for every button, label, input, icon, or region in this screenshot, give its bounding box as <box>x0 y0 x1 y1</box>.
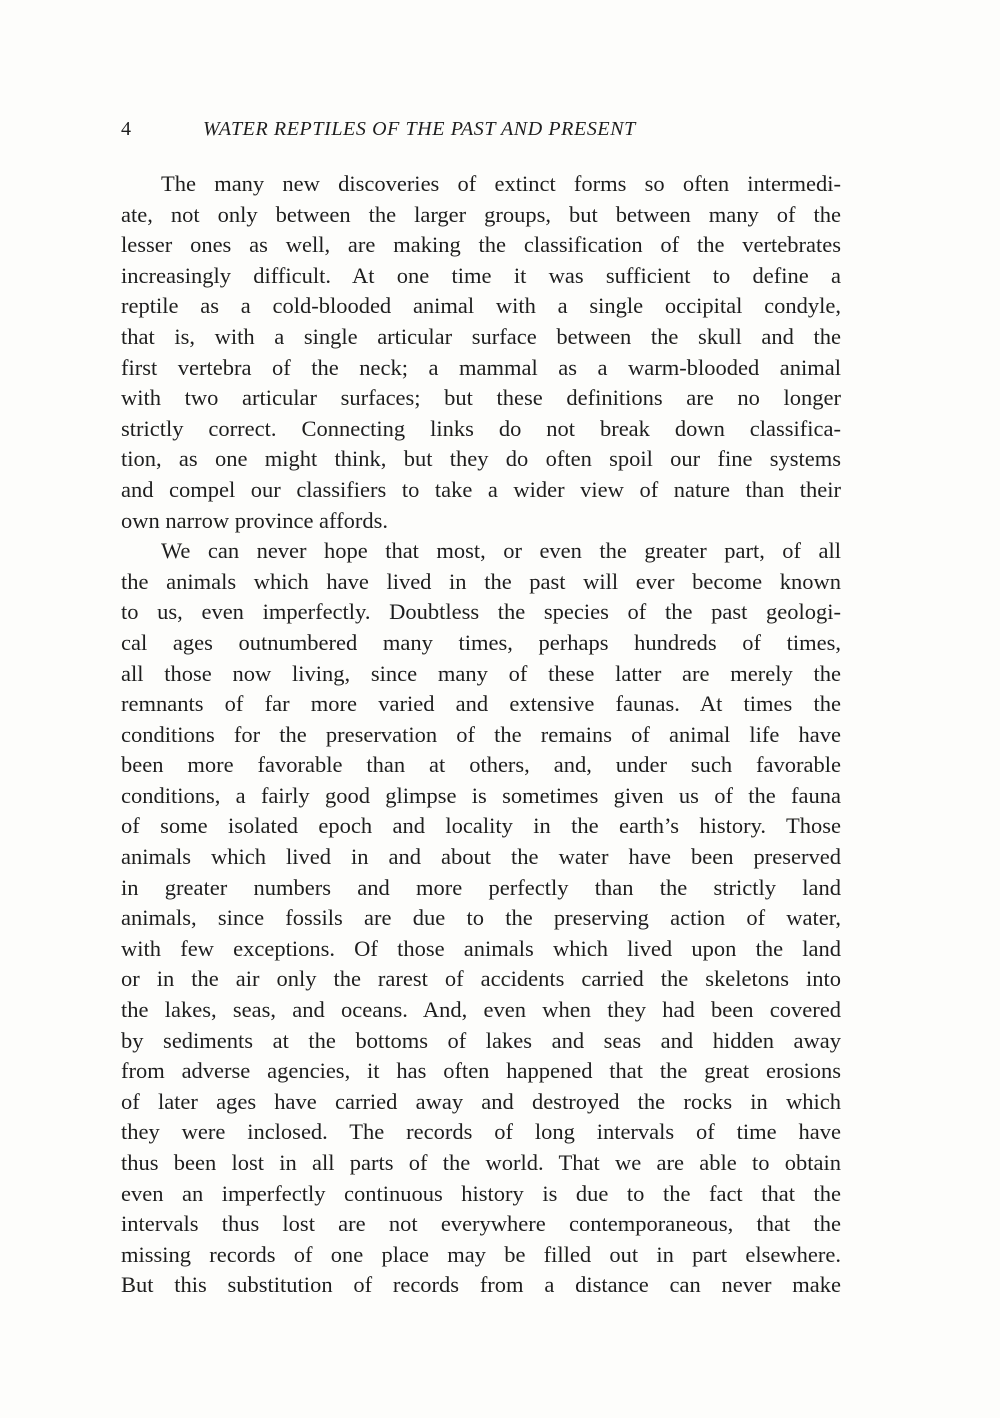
text-line: been more favorable than at others, and, under such favorable <box>121 752 841 778</box>
text-line: increasingly difficult. At one time it was sufficient to define a <box>121 262 841 288</box>
paragraph-2 <box>121 536 841 1301</box>
text-line: that is, with a single articular surface between the skull and the <box>121 323 841 349</box>
paragraph-1 <box>121 169 841 536</box>
text-line: strictly correct. Connecting links do not break down classifica- <box>121 415 841 441</box>
text-line: the lakes, seas, and oceans. And, even when they had been covered <box>121 997 841 1023</box>
text-line: conditions for the preservation of the remains of animal life have <box>121 721 841 747</box>
text-line: reptile as a cold-blooded animal with a single occipital condyle, <box>121 293 841 319</box>
text-line: tion, as one might think, but they do often spoil our fine systems <box>121 446 841 472</box>
text-line: first vertebra of the neck; a mammal as a warm-blooded animal <box>121 354 841 380</box>
text-line: from adverse agencies, it has often happened that the great erosions <box>121 1058 841 1084</box>
text-line: ate, not only between the larger groups, but between many of the <box>121 201 841 227</box>
text-line: remnants of far more varied and extensive faunas. At times the <box>121 691 841 717</box>
text-line: they were inclosed. The records of long intervals of time have <box>121 1119 841 1145</box>
text-line: The many new discoveries of extinct forms so often intermedi- <box>161 171 841 196</box>
text-line: all those now living, since many of these latter are merely the <box>121 660 841 686</box>
text-line: We can never hope that most, or even the greater part, of all <box>161 538 841 564</box>
text-line: in greater numbers and more perfectly than the strictly land <box>121 874 841 900</box>
text-line: to us, even imperfectly. Doubtless the species of the past geologi- <box>121 599 841 625</box>
body-text <box>121 169 841 1301</box>
page-number: 4 <box>121 118 131 140</box>
text-line: of later ages have carried away and destroyed the rocks in which <box>121 1088 841 1114</box>
text-line: thus been lost in all parts of the world. That we are able to obtain <box>121 1150 841 1175</box>
text-line: intervals thus lost are not everywhere contemporaneous, that the <box>121 1211 841 1237</box>
running-head-title: WATER REPTILES OF THE PAST AND PRESENT <box>203 118 636 140</box>
running-head <box>121 114 841 144</box>
text-line: animals which lived in and about the water have been preserved <box>121 844 841 870</box>
text-line: even an imperfectly continuous history is due to the fact that the <box>121 1180 841 1206</box>
text-line: lesser ones as well, are making the classification of the vertebrates <box>121 232 841 258</box>
text-line: conditions, a fairly good glimpse is sometimes given us of the fauna <box>121 782 841 808</box>
text-line: of some isolated epoch and locality in the earth’s history. Those <box>121 813 841 839</box>
text-line: or in the air only the rarest of accidents carried the skeletons into <box>121 966 841 992</box>
text-line: cal ages outnumbered many times, perhaps hundreds of times, <box>121 629 841 655</box>
text-line: by sediments at the bottoms of lakes and seas and hidden away <box>121 1027 841 1053</box>
text-line: with two articular surfaces; but these definitions are no longer <box>121 385 841 411</box>
text-line: animals, since fossils are due to the preserving action of water, <box>121 905 841 931</box>
text-line: missing records of one place may be filled out in part elsewhere. <box>121 1241 841 1267</box>
text-line: with few exceptions. Of those animals which lived upon the land <box>121 935 841 961</box>
text-line: and compel our classifiers to take a wider view of nature than their <box>121 476 841 502</box>
text-line: the animals which have lived in the past will ever become known <box>121 568 841 594</box>
text-line: But this substitution of records from a distance can never make <box>121 1272 841 1298</box>
text-line: own narrow province affords. <box>121 507 389 533</box>
